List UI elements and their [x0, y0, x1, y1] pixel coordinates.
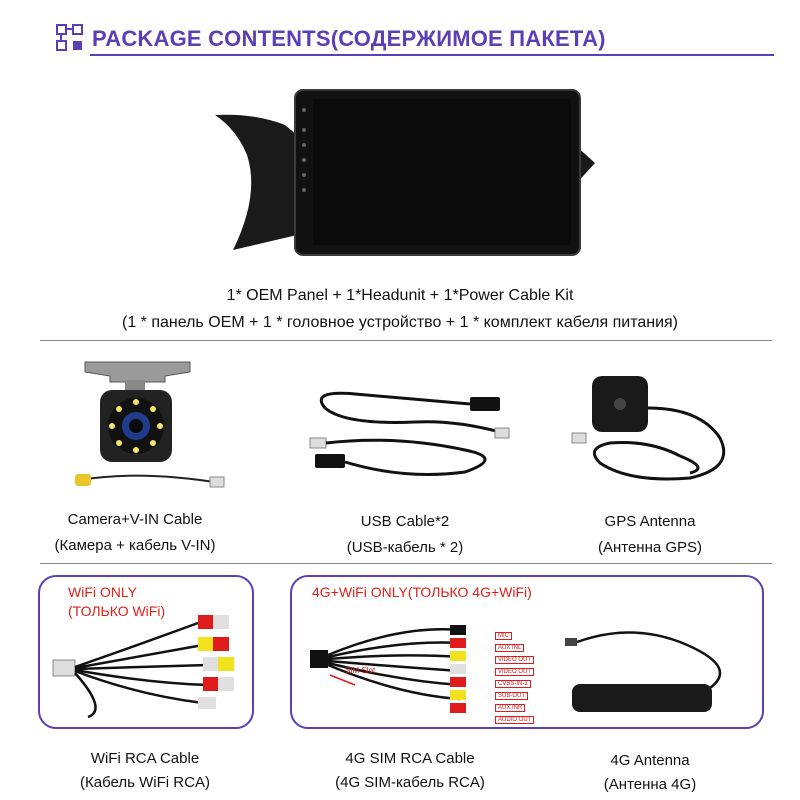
wifi-rca-label-ru: (Кабель WiFi RCA)	[80, 774, 210, 791]
gps-antenna-image	[570, 368, 740, 493]
cable-tag: SUB-OUT	[495, 692, 528, 700]
cable-tag: VIDEO OUT	[495, 668, 534, 676]
wifi-only-subtitle: (ТОЛЬКО WiFi)	[68, 603, 166, 619]
cable-tag: AUX INR	[495, 704, 525, 712]
cable-tag: AUX INL	[495, 644, 524, 652]
sim-slot-label: SIM Slot	[345, 666, 376, 675]
title-underline	[90, 54, 774, 56]
usb-cable-image	[305, 380, 515, 490]
cable-tag: CVBS-IN-1	[495, 680, 531, 688]
main-item-line1: 1* OEM Panel + 1*Headunit + 1*Power Cable Kit	[226, 287, 574, 304]
main-item-line2: (1 * панель OEM + 1 * головное устройство + 1 * комплект кабеля питания)	[121, 314, 678, 331]
4g-wifi-only-title: 4G+WiFi ONLY(ТОЛЬКО 4G+WiFi)	[312, 584, 532, 600]
headunit-image	[215, 85, 605, 260]
cable-tag: AUDIO OUT	[495, 716, 534, 724]
wifi-only-title: WiFi ONLY	[68, 584, 137, 600]
gps-label-en: GPS Antenna	[604, 513, 696, 530]
wifi-rca-label-en: WiFi RCA Cable	[90, 750, 200, 767]
sim-rca-label-en: 4G SIM RCA Cable	[345, 750, 475, 767]
divider-top	[40, 340, 772, 341]
camera-label-ru: (Камера + кабель V-IN)	[54, 537, 216, 554]
4g-antenna-image	[560, 628, 750, 718]
gps-label-ru: (Антенна GPS)	[597, 539, 703, 556]
4g-antenna-label-en: 4G Antenna	[610, 752, 690, 769]
usb-label-en: USB Cable*2	[360, 513, 450, 530]
cable-tag: VIDEO OUT	[495, 656, 534, 664]
camera-image	[70, 350, 240, 500]
wifi-rca-image	[48, 605, 243, 723]
divider-bottom	[40, 563, 772, 564]
4g-antenna-label-ru: (Антенна 4G)	[603, 776, 697, 793]
camera-label-en: Camera+V-IN Cable	[67, 511, 203, 528]
sim-rca-label-ru: (4G SIM-кабель RCA)	[335, 774, 485, 791]
usb-label-ru: (USB-кабель * 2)	[346, 539, 464, 556]
page-title: PACKAGE CONTENTS(СОДЕРЖИМОЕ ПАКЕТА)	[92, 26, 606, 51]
cable-tag: MIC	[495, 632, 512, 640]
package-grid-icon	[56, 24, 84, 52]
